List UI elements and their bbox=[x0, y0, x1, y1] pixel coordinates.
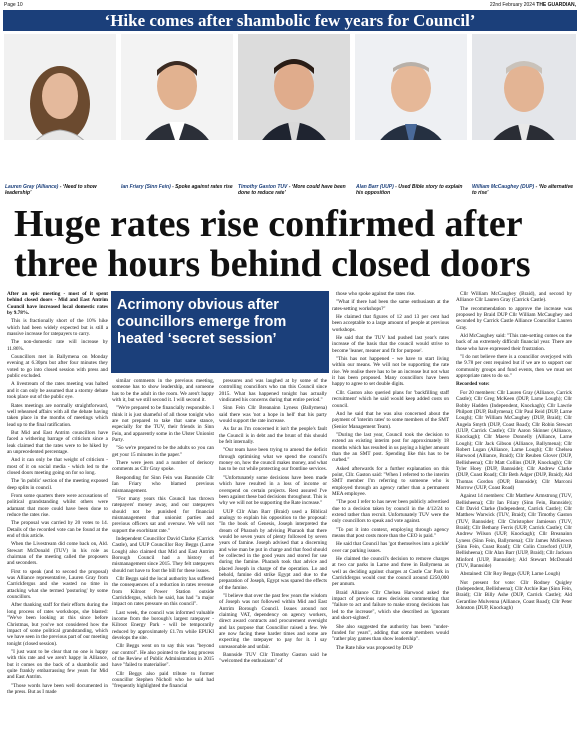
article-headline: Huge rates rise confirmed after three hours behind closed doors bbox=[14, 203, 531, 285]
paragraph: The 'in public' section of the meeting exposed deep splits in council. bbox=[7, 478, 108, 491]
paragraph: Responding for Sinn Fein was Bannside Cllr Ian Friary who blamed previous mismanagement. bbox=[112, 474, 214, 494]
article-column-1 bbox=[7, 291, 108, 697]
photo-ian-friary bbox=[121, 34, 233, 140]
caption-ian-friary: Ian Friary (Sinn Fein) - Spoke against rates rise bbox=[121, 184, 233, 190]
paragraph: "This has not happened - we have to start living within our means. We will not be supporting the rate rise. We realise there has to be an increase but not what it has been proposed. Many councillors have been happy to agree to set double digits. bbox=[332, 356, 449, 388]
photo-alan-barr bbox=[355, 34, 467, 140]
caption-alan-barr: Alan Barr (UUP) - Used Bible story to explain his opposition bbox=[356, 184, 463, 196]
paragraph: When the Livestream did come back on, Ald. Stewart McDonald (TUV) in his role as chairman of the meeting called the proposers and seconders. bbox=[7, 541, 108, 567]
paragraph: Ald McCaughey said: "This rate-setting comes on the back of an extremely difficult financial year. There are those who have expressed their frustration. bbox=[456, 333, 572, 352]
section-banner: ‘Hike comes after shambolic few years for Council’ bbox=[3, 10, 577, 31]
paragraph: Rates meetings are normally straightforward, well rehearsed affairs with all the debate having taken place in the months of meetings which lead up to the final ratification. bbox=[7, 402, 108, 428]
portrait-image bbox=[121, 34, 233, 140]
paragraph: similar comments in the previous meeting, someone has to show leadership, and someone has to be the adult in the room. We aren't happy with it, but we still second it. I will second it. bbox=[112, 378, 214, 404]
photo-william-mccaughey bbox=[472, 34, 576, 140]
paragraph: "The post I refer to has never been publicly advertised due to a decision taken by council in the 4/12/24 to extend rather than recruit. Unfortunately TUV were the only councillors to speak and vote against. bbox=[332, 499, 449, 525]
paragraph: "Unfortunately some decisions have been made which have resulted in a loss of income or overspend on certain projects. Rest assured I've been against these bad decisions throughout. This is why we will not be supporting the Rate increase." bbox=[219, 474, 327, 507]
paragraph: Cllr Beggs said the local authority has suffered the consequences of a reduction in rates revenue from Kilroot Power Station outside Carrickfergus, which he said, has had "a major impact on rates pressure on this council". bbox=[112, 575, 214, 608]
portrait-image bbox=[238, 34, 350, 140]
paragraph: The proposal was carried by 20 votes to 14. Details of the recorded vote can be found at the end of this article. bbox=[7, 520, 108, 540]
paragraph: First to speak (and to second the proposal) was Alliance representative, Lauren Gray from Carrickfergus and she wasted no time in attacking what she termed 'posturing' by some councillors. bbox=[7, 568, 108, 601]
article-column-2 bbox=[112, 378, 214, 692]
page-number: Page 10 bbox=[4, 2, 23, 8]
article-column-4 bbox=[332, 291, 449, 653]
paragraph: Last week, the council was informed valuable income from the borough's largest ratepayer - Kilroot Energy Park - will be temporarily reduced by approximately £1.7m while EPUKI develops the site. bbox=[112, 609, 214, 642]
paragraph: "Our team have been trying to amend the deficit through optimising what we spend the council's money on, how the council makes money, and what has to be cut while protecting our frontline services. bbox=[219, 447, 327, 473]
paragraph: As far as I'm concerned it isn't the people's fault the Council is in debt and the brunt of this should be felt internally. bbox=[219, 426, 327, 446]
portrait-image bbox=[472, 34, 576, 140]
paragraph: "To put it into context, employing through agency means that post costs more than the CEO is paid." bbox=[332, 526, 449, 540]
paragraph: He claimed that figures of 12 and 13 per cent had been acceptable to a large amount of people at previous workshops. bbox=[332, 314, 449, 333]
paragraph: "Those words have been well documented in the press. But as I made bbox=[7, 682, 108, 695]
paragraph: The recommendation to approve the increase was proposed by Braid DUP Cllr William McCaughey and seconded by Carrick Castle Alliance Councillor Lauren Gray. bbox=[456, 305, 572, 331]
paragraph: Bannside TUV Cllr Timothy Gaston said he "welcomed the enthusiasm" of bbox=[219, 652, 327, 665]
paragraph: "For many years this Council has thrown ratepayers' money away, and our ratepayers should not be punished for financial mismanagement that unionist parties and previous officers sat and oversaw. We will not support the exorbitant rate." bbox=[112, 495, 214, 534]
paragraph: He said that Council has 'got themselves into a pickle' over car parking issues. bbox=[332, 541, 449, 554]
paragraph: Against 14 members: Cllr Matthew Armstrong (TUV, Bellisheena); Cllr Ian Friary (Sinn Fein, Bannside); Cllr David Clarke (Independent, Carrick Castle); Cllr Matthew Warwick (TUV, Braid); Cllr Timothy Gaston (TUV, Bannside); Cllr Christopher Jamieson (TUV, Braid); Cllr Bethany Ferris (UUP, Carrick Castle); Cllr Andrew Wilson (UUP, Knockagh); Cllr Breanainn Lyness (Sinn Fein, Ballymena); Cllr James McKeown (Sinn Fein, Coast Road); Cllr Colin Crawford (UUP, Bellisheena); Cllr Alan Barr (UUP, Braid); Cllr Jackson Minford (UUP, Bannside); Ald Stewart McDonald (TUV, Bannside) bbox=[456, 493, 572, 570]
photo-timothy-gaston bbox=[238, 34, 350, 140]
paragraph: "I just want to be clear that no one is happy with this rate and we aren't happy in Alliance, but it comes on the back of a shambolic and quite frankly embarrassing few years for Mid and East Antrim. bbox=[7, 648, 108, 681]
paragraph: "So we're prepared to be the adults so you can get your 15 minutes in the paper." bbox=[112, 445, 214, 458]
paragraph: Cllr Beggs went on to say this was "beyond our control". He also pointed to the long process of the Review of Public Administration in 2015 have "failed to materialise". bbox=[112, 643, 214, 669]
paragraph: "During the last year, Council took the decision to extend an existing interim post for approximately 18 months which has resulted in us paying a higher amount than the an SMT post. Spending like this has to be curbed." bbox=[332, 431, 449, 464]
paragraph: pressures and was laughed at by some of the controlling councillors who ran this Council since 2015. What has happened tonight has actually vindicated his concerns during that entire period." bbox=[219, 378, 327, 404]
paragraph: Councillors met in Ballymena on Monday evening at 6.30pm but after four minutes they voted to go into closed session with press and public excluded. bbox=[7, 354, 108, 380]
paragraph: After thanking staff for their efforts during the long process of rates workshops, she blasted: "We've been looking at this since before Christmas, but you've not considered how the impact of some political grandstanding, which we have seen in the previous part of our meeting tonight (closed session). bbox=[7, 602, 108, 647]
paragraph: And he said that he was also concerned about the payment of 'interim rates' to some members of the SMT (Senior Management Team). bbox=[332, 410, 449, 430]
paragraph: She also suggested the authority has been "under-funded for years", adding that some members would "rather play games than show leadership". bbox=[332, 623, 449, 643]
caption-william-mccaughey: William McCaughey (DUP) - ‘No alternative to rise’ bbox=[472, 184, 574, 196]
paragraph: Sinn Fein Cllr Breanainn Lyness (Ballymena) said there was 'not a hope in hell' that his party would support the rate increase. bbox=[219, 405, 327, 425]
paragraph: A livestream of the rates meeting was halted and it can only be assumed that a stormy debate took place out of the public eye. bbox=[7, 381, 108, 401]
paragraph: Cllr William McCaughey (Braid), and second by Alliance Cllr Lauren Gray (Carrick Castle). bbox=[456, 291, 572, 304]
paragraph: And it can only be that weight of criticism - most of it on social media - which led to the closed doors meeting going on for so long. bbox=[7, 457, 108, 476]
paragraph: After an epic meeting - most of it spent behind closed doors - Mid and East Antrim Council have increased local domestic rates by 9.78%. bbox=[7, 291, 108, 317]
paragraph: Not present for vote: Cllr Rodney Quigley (Independent, Bellisheena); Cllr Archie Rae (Sinn Fein, Braid); Cllr Billy Ashe (DUP, Carrick Castle); Ald Gerardine Mulvenna (Alliance, Coast Road); Cllr Peter Johnston (DUP, Knockagh) bbox=[456, 579, 572, 612]
caption-timothy-gaston: Timothy Gaston TUV - ‘More could have been done to reduce rate’ bbox=[238, 184, 346, 196]
issue-date: 22nd February 2024 THE GUARDIAN, bbox=[489, 2, 576, 8]
photo-lauren-gray bbox=[4, 34, 116, 140]
paragraph: "We're prepared to be financially responsible. I think it is just shameful of all those tonight who are not prepared to take that same stance, especially for the TUV, their friends in Sinn Fein, and apparently some in the Ulster Unionist Party. bbox=[112, 405, 214, 444]
page-header bbox=[0, 0, 580, 10]
paragraph: UUP Cllr Alan Barr (Braid) used a Biblical analogy to explain his opposition to the proposal: "In the book of Genesis, Joseph interpreted the dream of Pharaoh by advising Pharaoh that there would be seven years of plenty followed by seven years of famine. Joseph advised that a discerning and wise man be put in charge and that food should be collected in the good years and stored for use during the famine. Pharaoh took that advice and placed Joseph in charge of the operation. Lo and behold, famine did strike Egypt and due to the preparation of Joseph, Egypt was spared the effects of the famine. bbox=[219, 508, 327, 591]
paragraph: From some quarters there were accusations of political grandstanding whilst others were adamant that more could have been done to reduce the rates rise. bbox=[7, 492, 108, 518]
subheadline-box: Acrimony obvious after councillors emerge from heated ‘secret session’ bbox=[111, 291, 329, 373]
portrait-image bbox=[4, 34, 116, 140]
paragraph: He said that the TUV had pushed last year's rates increase of the basis that the council would strive to become 'leaner, meaner and fit for purpose'. bbox=[332, 335, 449, 354]
section-heading: Recorded vote: bbox=[456, 381, 490, 388]
paragraph: The Rate hike was proposed by DUP bbox=[336, 644, 413, 651]
paragraph: There were jeers and a number of derisory comments as Cllr Gray spoke. bbox=[112, 460, 214, 473]
paragraph: those who spoke against the rates rise. bbox=[336, 291, 416, 297]
paragraph: Cllr Beggs also paid tribute to former councillor Stephen Nicholl who he said had "frequently highlighted the financial bbox=[112, 670, 214, 690]
paragraph: The non-domestic rate will increase by 11.86%. bbox=[7, 339, 108, 352]
paragraph: "I do not believe there is a councillor overjoyed with the 9.78 per cent required but if we are to support our community groups and fund events, then we must set appropriate rates to do so." bbox=[456, 354, 572, 380]
paragraph: He claimed the council's decision to remove charges at two car parks in Larne and three in Ballymena as well as deciding against charges at Castle Car Park in Carrickfergus would cost the council around £250,000 per annum. bbox=[332, 556, 449, 588]
paragraph: But Mid and East Antrim councillors have faced a withering barrage of criticism since a leak claimed that the rates were to be hiked by an unprecedented percentage. bbox=[7, 429, 108, 455]
paragraph: Abstained: Cllr Roy Beggs (UUP, Larne Lough) bbox=[460, 571, 561, 578]
paragraph: Braid Alliance Cllr Chelsea Harwood asked the impact of previous rates decisions commenting that "failure to act and failure to make strong decisions has led to the increase", which she described as 'ignorant and short-sighted'. bbox=[332, 589, 449, 622]
paragraph: "I believe that over the past few years the wisdom of Joseph was not followed within Mid and East Antrim Borough Council. Issues around not claiming VAT, dependency on agency workers, direct award contracts and procurement oversight and lax purpose that Councillor raised a few. We are now facing these harder times and some are expecting the ratepayer to pay for it. I say unreasonable and unfair. bbox=[219, 593, 327, 650]
paragraph: "What if there had been the same enthusiasm at the rates-setting workshops?" bbox=[332, 299, 449, 312]
paragraph: Cllr. Gaston also queried plans for 'backfilling staff recruitment' which he said would keep added costs on council. bbox=[332, 389, 449, 409]
paragraph: Asked afterwards for a further explanation on this point, Cllr. Gaston said: "When I referred to the interim SMT member I'm referring to someone who is employed through an agency rather than a permanent MEA employee. bbox=[332, 465, 449, 497]
paragraph: This is fractionally short of the 10% hike which had been widely expected but is still a massive increase for ratepayers to carry. bbox=[7, 318, 108, 338]
article-column-3 bbox=[219, 378, 327, 667]
paragraph: For 20 members: Cllr Lauren Gray (Alliance, Carrick Castle); Cllr Greg McKeen (DUP, Larne Lough); Cllr Bobby Hadden (Independent, Knockagh); Cllr Lawrie Philpott (DUP, Ballymena); Cllr Paul Reid (DUP, Larne Lough); Cllr William McCaughey (DUP, Braid); Cllr Angela Smyth (DUP, Coast Road); Cllr Robin Stewart (UUP, Carrick Castle); Cllr Aaron Skinner (Alliance, Knockagh); Cllr Maeve Donnelly (Alliance, Larne Lough); Cllr Jack Gibson (Alliance, Ballymena); Cllr Robert Logan (Alliance, Larne Lough); Cllr Chelsea Harwood (Alliance, Braid); Cllr Reuben Glover (DUP, Bellisheena); Cllr Matt Collins (DUP, Knockagh); Cllr Tyler Hoey (DUP, Bannside); Cllr Andrew Clarke (DUP, Coast Road); Cllr Beth Adger (DUP, Braid); Ald Thomas Gordon (DUP, Bannside); Cllr Marconi Morrow (UUP, Coast Road) bbox=[456, 389, 572, 491]
caption-lauren-gray: Lauren Gray (Alliance) - ‘Need to show leadership’ bbox=[5, 184, 97, 196]
paragraph: Independent Councillor David Clarke (Carrick Castle), and UUP Councillor Roy Beggs (Larne Lough) also claimed that Mid and East Antrim Borough Council had a history of mismanagement since 2015. They felt ratepayers should not have to foot the bill for these issues. bbox=[112, 535, 214, 574]
article-column-5 bbox=[456, 291, 572, 614]
portrait-image bbox=[355, 34, 467, 140]
